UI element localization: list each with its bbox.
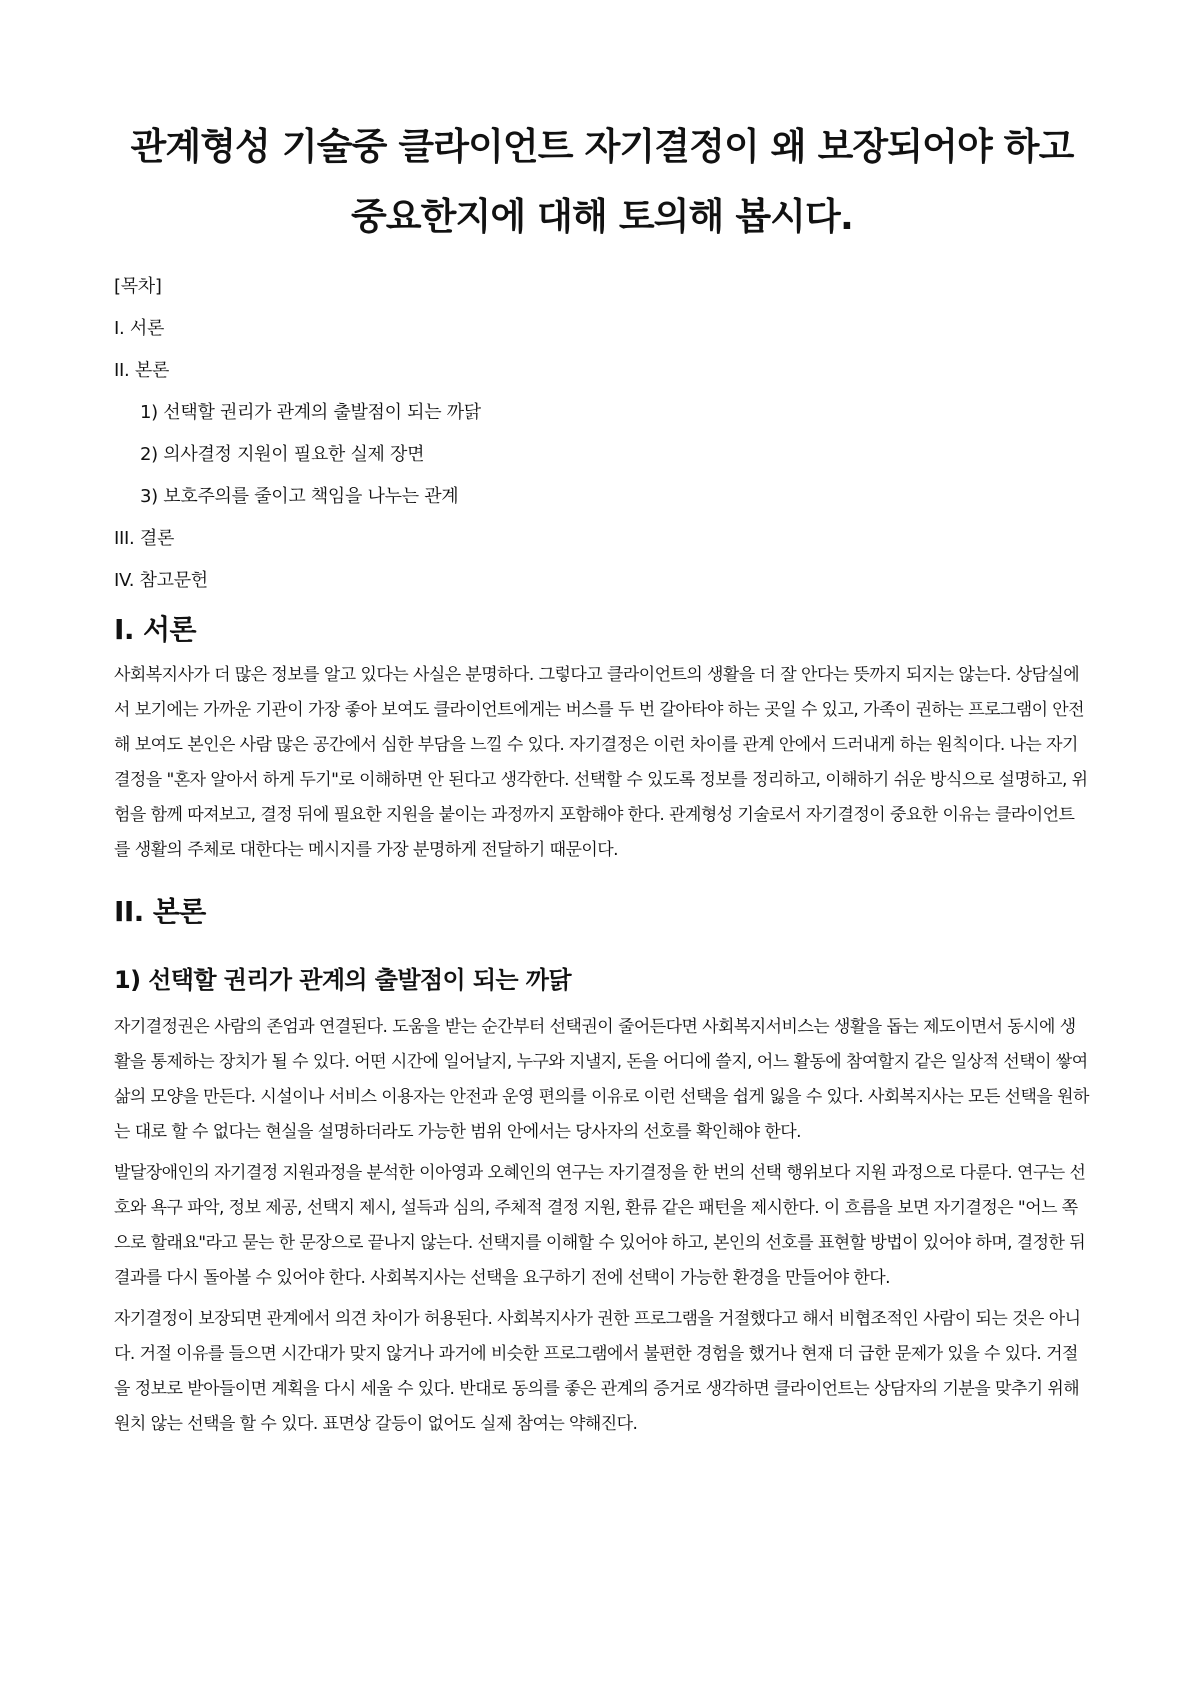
- toc-heading: [목차]: [114, 276, 162, 297]
- table-of-contents: [114, 274, 1090, 593]
- toc-item-references: IV. 참고문헌: [114, 570, 208, 591]
- toc-item-body-sub3: 3) 보호주의를 줄이고 책임을 나누는 관계: [140, 486, 459, 507]
- toc-item-conclusion: III. 결론: [114, 528, 175, 549]
- subsection-heading-1: 1) 선택할 권리가 관계의 출발점이 되는 까닭: [114, 966, 571, 994]
- toc-item-body-sub2: 2) 의사결정 지원이 필요한 실제 장면: [140, 444, 425, 465]
- section-heading-body: II. 본론: [114, 895, 206, 928]
- body-paragraph-1: 자기결정권은 사람의 존엄과 연결된다. 도움을 받는 순간부터 선택권이 줄어든다면 사회복지서비스는 생활을 돕는 제도이면서 동시에 생활을 통제하는 장치가 될 수 있다. 어떤 시간에 일어날지, 누구와 지낼지, 돈을 어디에 쓸지, 어느 활동에 참여할지 같은 일상적 선택이 쌓여 삶의 모양을 만든다. 시설이나 서비스 이용자는 안전과 운영 편의를 이유로 이런 선택을 쉽게 잃을 수 있다. 사회복지사는 모든 선택을 원하는 대로 할 수 없다는 현실을 설명하더라도 가능한 범위 안에서는 당사자의 선호를 확인해야 한다.: [114, 1017, 1089, 1142]
- toc-item-body-sub1: 1) 선택할 권리가 관계의 출발점이 되는 까닭: [140, 402, 481, 423]
- toc-item-body: II. 본론: [114, 360, 170, 381]
- body-paragraph-3: 자기결정이 보장되면 관계에서 의견 차이가 허용된다. 사회복지사가 권한 프로그램을 거절했다고 해서 비협조적인 사람이 되는 것은 아니다. 거절 이유를 들으면 시간대가 맞지 않거나 과거에 비슷한 프로그램에서 불편한 경험을 했거나 현재 더 급한 문제가 있을 수 있다. 거절을 정보로 받아들이면 계획을 다시 세울 수 있다. 반대로 동의를 좋은 관계의 증거로 생각하면 클라이언트는 상담자의 기분을 맞추기 위해 원치 않는 선택을 할 수 있다. 표면상 갈등이 없어도 실제 참여는 약해진다.: [114, 1309, 1081, 1434]
- toc-item-intro: I. 서론: [114, 318, 165, 339]
- body-paragraph-2: 발달장애인의 자기결정 지원과정을 분석한 이아영과 오혜인의 연구는 자기결정을 한 번의 선택 행위보다 지원 과정으로 다룬다. 연구는 선호와 욕구 파악, 정보 제공, 선택지 제시, 설득과 심의, 주체적 결정 지원, 환류 같은 패턴을 제시한다. 이 흐름을 보면 자기결정은 "어느 쪽으로 할래요"라고 묻는 한 문장으로 끝나지 않는다. 선택지를 이해할 수 있어야 하고, 본인의 선호를 표현할 방법이 있어야 하며, 결정한 뒤 결과를 다시 돌아볼 수 있어야 한다. 사회복지사는 선택을 요구하기 전에 선택이 가능한 환경을 만들어야 한다.: [114, 1163, 1086, 1288]
- document-title: 관계형성 기술중 클라이언트 자기결정이 왜 보장되어야 하고 중요한지에 대해 토의해 봅시다.: [130, 125, 1074, 238]
- section-heading-intro: I. 서론: [114, 613, 196, 646]
- intro-paragraph: 사회복지사가 더 많은 정보를 알고 있다는 사실은 분명하다. 그렇다고 클라이언트의 생활을 더 잘 안다는 뜻까지 되지는 않는다. 상담실에서 보기에는 가까운 기관이 가장 좋아 보여도 클라이언트에게는 버스를 두 번 갈아타야 하는 곳일 수 있고, 가족이 권하는 프로그램이 안전해 보여도 본인은 사람 많은 공간에서 심한 부담을 느낄 수 있다. 자기결정은 이런 차이를 관계 안에서 드러내게 하는 원칙이다. 나는 자기결정을 "혼자 알아서 하게 두기"로 이해하면 안 된다고 생각한다. 선택할 수 있도록 정보를 정리하고, 이해하기 쉬운 방식으로 설명하고, 위험을 함께 따져보고, 결정 뒤에 필요한 지원을 붙이는 과정까지 포함해야 한다. 관계형성 기술로서 자기결정이 중요한 이유는 클라이언트를 생활의 주체로 대한다는 메시지를 가장 분명하게 전달하기 때문이다.: [114, 665, 1088, 860]
